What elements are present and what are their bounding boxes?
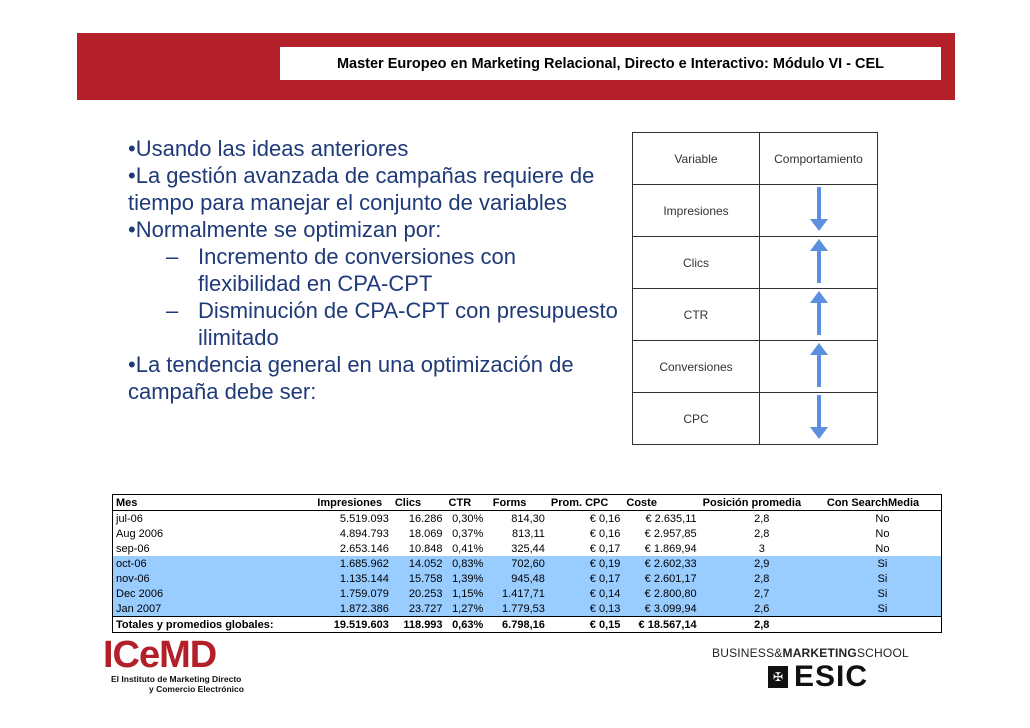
table-header-row [113,495,942,511]
table-cell: Si [824,586,942,601]
table-cell: No [824,526,942,541]
icemd-subtitle-1: El Instituto de Marketing Directo [111,674,242,684]
bullet-1: •Usando las ideas anteriores [128,136,409,161]
totals-row [113,617,942,633]
table-row [113,511,942,527]
table-cell: € 3.099,94 [623,601,699,617]
table-cell: nov-06 [113,571,308,586]
table-cell: € 2.800,80 [623,586,699,601]
table-cell: 1,15% [446,586,490,601]
table-cell: 3 [758,542,765,555]
table-cell: Si [824,601,942,617]
table-row [113,586,942,601]
table-cell: Si [824,556,942,571]
table-cell: € 2.635,11 [645,512,697,525]
table-cell: 2,8 [754,512,770,525]
table-cell: 2,8 [700,571,824,586]
column-header: Mes [113,495,308,511]
table-cell: 16.286 [408,512,443,525]
page-title: Master Europeo en Marketing Relacional, Directo e Interactivo: Módulo VI - CEL [280,47,941,80]
behavior-cell [760,185,878,237]
variable-name: Clics [633,237,760,289]
table-cell: € 1.869,94 [644,542,697,555]
table-cell: 1,27% [446,601,490,617]
dash-marker: – [166,244,179,269]
table-cell: 1.779,53 [490,601,548,617]
table-row [113,571,942,586]
table-cell: 2,6 [700,601,824,617]
column-header: CTR [446,495,490,511]
sub-bullet-1-text: Incremento de conversiones con flexibilidad en CPA-CPT [198,244,516,296]
behavior-cell [760,237,878,289]
table-cell: € 0,19 [548,556,624,571]
up-arrow-icon [810,239,828,286]
table-cell: 945,48 [490,571,548,586]
variables-row [633,237,878,289]
table-cell: Aug 2006 [113,526,308,541]
table-cell: 5.519.093 [339,512,389,525]
totals-cell: 19.519.603 [308,617,392,633]
table-cell: 1.872.386 [308,601,392,617]
variables-row [633,289,878,341]
table-cell: jul-06 [113,511,308,527]
campaign-data-table [112,494,942,633]
table-cell: € 0,17 [548,571,624,586]
table-cell: oct-06 [113,556,308,571]
table-cell: 2.653.146 [339,542,389,555]
sub-bullet-2 [128,297,618,351]
bullet-list [128,135,618,405]
table-row [113,541,942,556]
table-cell: 14.052 [392,556,446,571]
table-cell: 0,37% [452,527,484,540]
table-cell: 2,7 [700,586,824,601]
totals-cell: 0,63% [446,617,490,633]
column-header: Prom. CPC [548,495,624,511]
table-cell: Jan 2007 [113,601,308,617]
table-row [113,601,942,617]
icemd-subtitle-2: y Comercio Electrónico [149,684,244,694]
down-arrow-icon [810,187,828,234]
table-cell: € 0,16 [589,512,621,525]
bms-part-3: SCHOOL [856,646,909,660]
table-cell: € 0,13 [548,601,624,617]
table-cell: 2,8 [754,527,770,540]
behavior-cell [760,341,878,393]
table-cell: 4.894.793 [339,527,389,540]
table-cell: No [824,541,942,556]
table-cell: € 2.601,17 [623,571,699,586]
variable-name: Conversiones [633,341,760,393]
totals-cell: 2,8 [700,617,824,633]
header-behavior: Comportamiento [760,133,878,185]
table-cell: 18.069 [408,527,443,540]
business-marketing-school-label [712,646,909,660]
totals-cell: € 18.567,14 [623,617,699,633]
up-arrow-icon [810,343,828,390]
table-cell: 813,11 [512,527,545,540]
table-row [113,556,942,571]
up-arrow-icon [810,291,828,338]
column-header: Forms [490,495,548,511]
totals-cell [824,617,942,633]
column-header: Impresiones [308,495,392,511]
variables-table [632,132,878,445]
bms-part-1: BUSINESS& [712,646,783,660]
table-cell: sep-06 [113,541,308,556]
icemd-wordmark: ICeMD [103,634,217,676]
sub-bullet-2-text: Disminución de CPA-CPT con presupuesto ilimitado [198,298,618,350]
totals-cell: 6.798,16 [490,617,548,633]
table-cell: 325,44 [511,542,545,555]
column-header: Coste [623,495,699,511]
table-cell: 20.253 [392,586,446,601]
table-cell: 1.759.079 [308,586,392,601]
totals-cell: € 0,15 [548,617,624,633]
table-cell: 1,39% [446,571,490,586]
esic-crest-icon: ✠ [768,666,788,688]
table-cell: 2,9 [700,556,824,571]
table-cell: 0,30% [452,512,484,525]
esic-wordmark: ESIC [794,660,869,693]
table-cell: € 2.602,33 [623,556,699,571]
variables-row [633,341,878,393]
totals-cell: Totales y promedios globales: [113,617,308,633]
table-cell: 702,60 [490,556,548,571]
behavior-cell [760,289,878,341]
down-arrow-icon [810,395,828,442]
table-cell: 814,30 [511,512,545,525]
table-cell: € 2.957,85 [644,527,697,540]
esic-logo [768,662,868,692]
bullet-3: •Normalmente se optimizan por: [128,217,442,242]
behavior-cell [760,393,878,445]
dash-marker: – [166,298,179,323]
table-row [113,526,942,541]
table-cell: No [824,511,942,527]
variable-name: Impresiones [633,185,760,237]
variable-name: CTR [633,289,760,341]
variables-header-row [633,133,878,185]
table-cell: Dec 2006 [113,586,308,601]
bms-part-2: MARKETING [782,646,857,660]
bullet-2: •La gestión avanzada de campañas requiere de tiempo para manejar el conjunto de variables [128,163,595,215]
variables-row [633,185,878,237]
table-cell: 1.417,71 [490,586,548,601]
sub-bullet-1 [128,243,618,297]
table-cell: 1.685.962 [308,556,392,571]
column-header: Con SearchMedia [824,495,942,511]
table-cell: € 0,16 [589,527,621,540]
table-cell: 10.848 [408,542,443,555]
table-cell: Si [824,571,942,586]
table-cell: 0,41% [452,542,484,555]
table-cell: € 0,17 [589,542,621,555]
table-cell: € 0,14 [548,586,624,601]
table-cell: 15.758 [392,571,446,586]
table-cell: 0,83% [446,556,490,571]
variables-row [633,393,878,445]
variable-name: CPC [633,393,760,445]
column-header: Posición promedia [700,495,824,511]
totals-cell: 118.993 [392,617,446,633]
bullet-4: •La tendencia general en una optimización de campaña debe ser: [128,352,574,404]
table-cell: 1.135.144 [308,571,392,586]
column-header: Clics [392,495,446,511]
header-variable: Variable [633,133,760,185]
table-cell: 23.727 [392,601,446,617]
icemd-logo [103,636,263,696]
